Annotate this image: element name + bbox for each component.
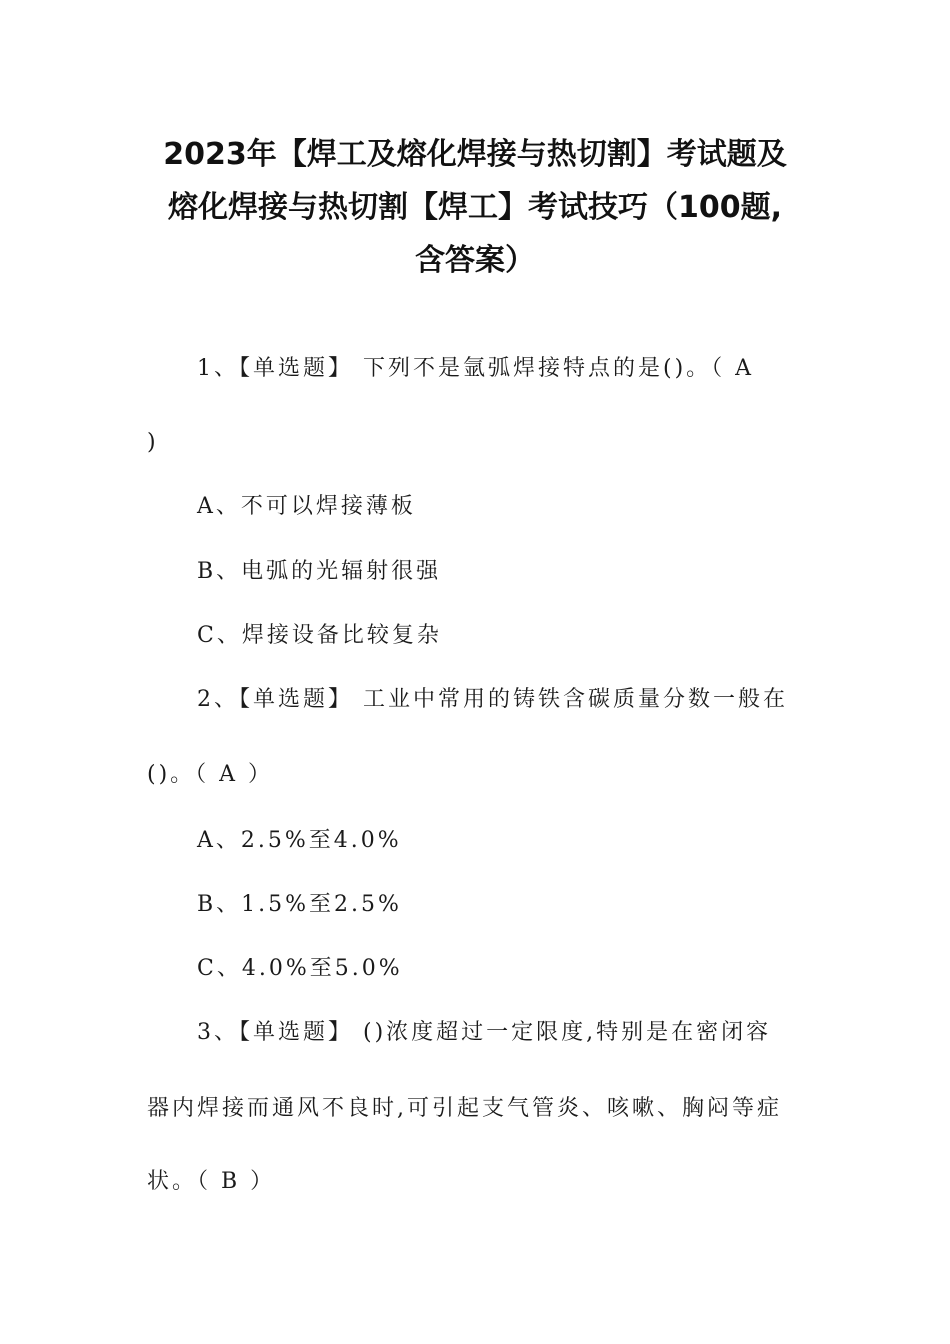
question-1-option-c: C、焊接设备比较复杂 xyxy=(197,623,442,648)
question-2-option-b: B、1.5%至2.5% xyxy=(197,892,402,917)
document-title xyxy=(100,128,850,287)
question-type: 【单选题】 xyxy=(239,687,354,712)
question-text: 工业中常用的铸铁含碳质量分数一般在 xyxy=(363,687,789,712)
question-type: 【单选题】 xyxy=(239,356,354,381)
question-text: ()浓度超过一定限度,特别是在密闭容 xyxy=(363,1020,772,1045)
question-2-stem-continued: ()。（ A ） xyxy=(147,762,274,787)
question-1-option-b: B、电弧的光辐射很强 xyxy=(197,559,442,584)
question-number: 3、 xyxy=(197,1020,239,1045)
question-1-stem xyxy=(197,354,754,384)
question-type: 【单选题】 xyxy=(239,1020,354,1045)
question-2-option-a: A、2.5%至4.0% xyxy=(197,828,402,853)
question-2-option-c: C、4.0%至5.0% xyxy=(197,956,403,981)
question-1-option-a: A、不可以焊接薄板 xyxy=(197,494,416,519)
question-3-stem-continued-2: 状。（ B ） xyxy=(147,1169,276,1194)
title-line-3: 含答案） xyxy=(415,243,535,278)
question-1-stem-continued: ) xyxy=(147,430,159,455)
question-number: 1、 xyxy=(197,356,239,381)
title-line-1: 2023年【焊工及熔化焊接与热切割】考试题及 xyxy=(163,137,787,172)
question-number: 2、 xyxy=(197,687,239,712)
title-line-2: 熔化焊接与热切割【焊工】考试技巧（100题, xyxy=(167,190,783,225)
question-2-stem xyxy=(197,685,788,715)
question-3-stem-continued: 器内焊接而通风不良时,可引起支气管炎、咳嗽、胸闷等症 xyxy=(147,1096,782,1121)
question-text: 下列不是氩弧焊接特点的是()。（ A xyxy=(363,356,755,381)
question-3-stem xyxy=(197,1018,771,1048)
